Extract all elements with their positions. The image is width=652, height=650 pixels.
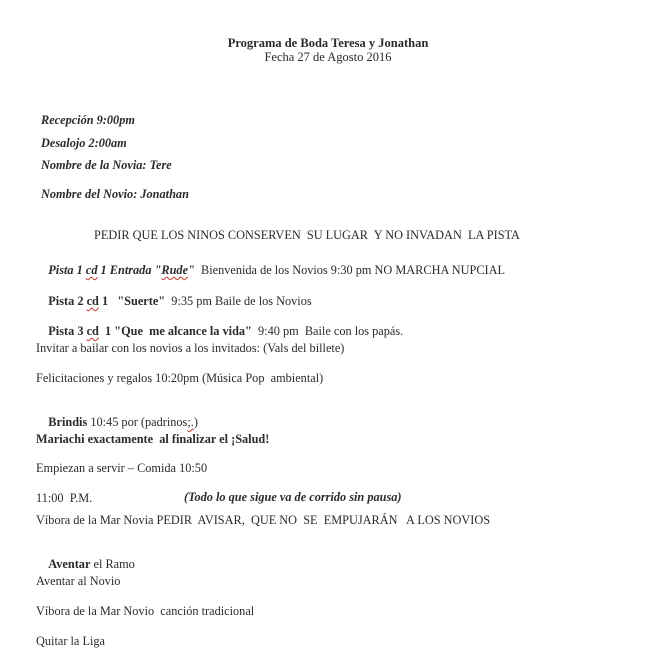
track-1-cd: cd [85, 263, 98, 277]
track-1-end: " [188, 263, 195, 277]
children-notice: PEDIR QUE LOS NINOS CONSERVEN SU LUGAR Y NO INVADAN LA PISTA [94, 228, 520, 242]
congratulations-line: Felicitaciones y regalos 10:20pm (Música Pop ambiental) [36, 371, 324, 385]
garter-line: Quitar la Liga [36, 634, 105, 648]
document-date: Fecha 27 de Agosto 2016 [264, 50, 392, 64]
track-1-prefix: Pista 1 [48, 263, 86, 277]
document-title: Programa de Boda Teresa y Jonathan [227, 36, 429, 50]
vibora-groom-line: Víbora de la Mar Novio canción tradicional [36, 604, 255, 618]
groom-name: Nombre del Novio: Jonathan [41, 187, 189, 201]
time-11pm: 11:00 P.M. [36, 491, 93, 505]
invite-dance-line: Invitar a bailar con los novios a los invitados: (Vals del billete) [36, 341, 345, 355]
bride-name: Nombre de la Novia: Tere [41, 158, 172, 172]
checkout-time: Desalojo 2:00am [41, 136, 127, 150]
mariachi-line: Mariachi exactamente al finalizar el ¡Salud! [36, 432, 270, 446]
track-3-song: 1 "Que me alcance la vida" [98, 324, 252, 338]
toast-label: Brindis [48, 415, 88, 429]
track-2-song: 1 "Suerte" [98, 294, 166, 308]
track-1-mid: 1 Entrada " [97, 263, 162, 277]
track-3-prefix: Pista 3 [48, 324, 87, 338]
toss-groom-line: Aventar al Novio [36, 574, 121, 588]
track-3-description: 9:40 pm Baile con los papás. [251, 324, 404, 338]
vibora-bride-line: Víbora de la Mar Novia PEDIR AVISAR, QUE NO SE EMPUJARÁN A LOS NOVIOS [36, 513, 491, 527]
bouquet-text: el Ramo [90, 557, 135, 571]
food-service-line: Empiezan a servir – Comida 10:50 [36, 461, 208, 475]
continuous-note: (Todo lo que sigue va de corrido sin pausa) [184, 490, 402, 504]
track-2-cd: cd [86, 294, 99, 308]
track-1-song: Rude [161, 263, 189, 277]
toast-text-b: ) [193, 415, 198, 429]
track-1-description: Bienvenida de los Novios 9:30 pm NO MARCHA NUPCIAL [194, 263, 506, 277]
toast-mark: ;. [187, 415, 194, 429]
track-3-cd: cd [86, 324, 99, 338]
track-2-prefix: Pista 2 [48, 294, 87, 308]
toast-text-a: 10:45 por (padrinos [87, 415, 188, 429]
reception-time: Recepción 9:00pm [41, 113, 135, 127]
bouquet-label: Aventar [48, 557, 91, 571]
track-2-description: 9:35 pm Baile de los Novios [165, 294, 312, 308]
